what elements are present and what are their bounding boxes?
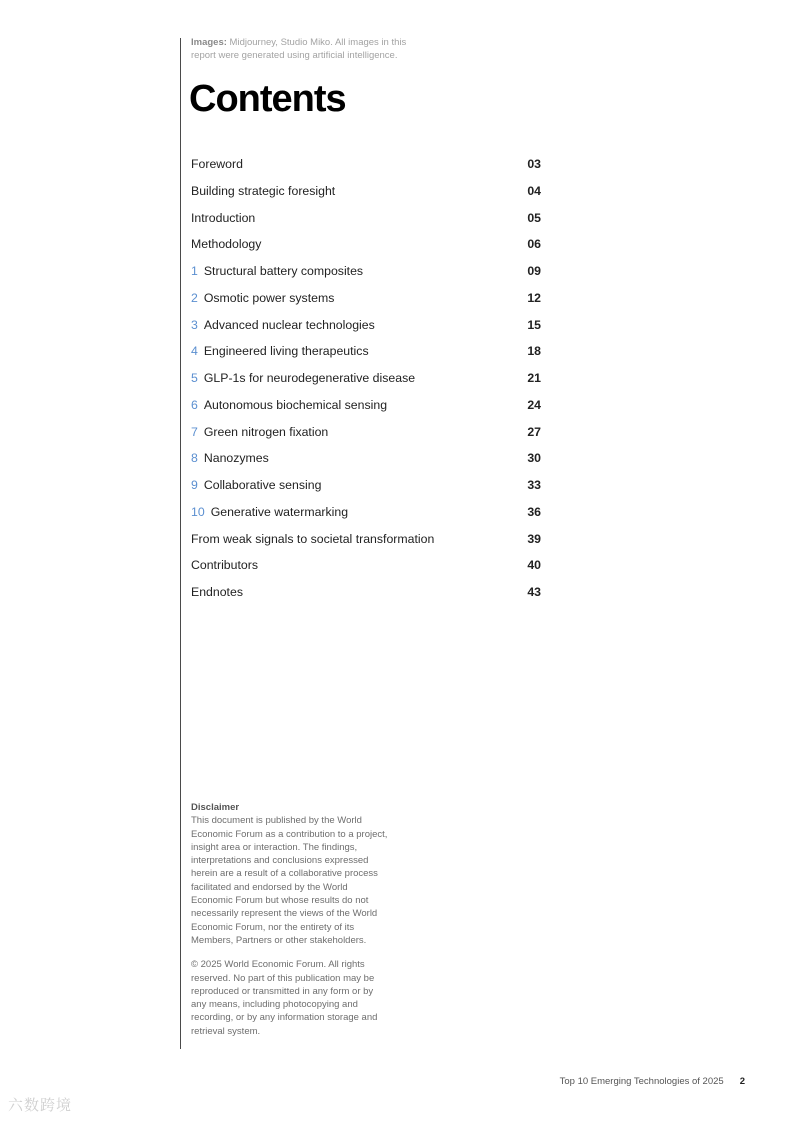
toc-entry-label: Foreword [191, 157, 243, 171]
toc-entry-label: Advanced nuclear technologies [203, 317, 375, 332]
toc-entry[interactable] [191, 178, 541, 205]
toc-entry-page: 24 [527, 397, 541, 412]
footer-report-title: Top 10 Emerging Technologies of 2025 [559, 1076, 724, 1087]
toc-entry-label: Green nitrogen fixation [203, 424, 329, 439]
toc-entry-page: 27 [527, 424, 541, 439]
toc-entry[interactable] [191, 285, 541, 312]
toc-entry-page: 18 [527, 344, 541, 359]
toc-entry[interactable] [191, 151, 541, 178]
toc-entry[interactable] [191, 338, 541, 365]
toc-entry-page: 36 [527, 504, 541, 519]
toc-entry-page: 21 [527, 371, 541, 385]
toc-entry[interactable] [191, 365, 541, 392]
toc-entry-page: 40 [527, 558, 541, 573]
toc-entry-number: 7 [191, 424, 198, 439]
toc-entry[interactable] [191, 499, 541, 526]
toc-entry-label: Collaborative sensing [203, 478, 322, 492]
toc-entry-page: 03 [527, 157, 541, 171]
toc-entry[interactable] [191, 312, 541, 339]
toc-entry-number: 2 [191, 290, 198, 305]
disclaimer [191, 801, 391, 1038]
table-of-contents [191, 151, 541, 606]
credits-text: Midjourney, Studio Miko. All images in this report were generated using artificial intelligence. [191, 37, 407, 61]
toc-entry-number: 6 [191, 397, 198, 412]
toc-entry-label: Contributors [191, 558, 258, 573]
toc-entry-number: 9 [191, 478, 198, 492]
toc-entry[interactable] [191, 419, 541, 446]
toc-entry-label: GLP-1s for neurodegenerative disease [203, 371, 416, 385]
disclaimer-body: This document is published by the World Economic Forum as a contribution to a project, insight area or interaction. The findings, interpretations and conclusions expressed herein are a result of a collaborative process facilitated and endorsed by the World Economic Forum but whose results do not necessarily represent the views of the World Economic Forum, nor the entirety of its Members, Partners or other stakeholders. [191, 815, 388, 946]
toc-entry[interactable] [191, 258, 541, 285]
toc-entry[interactable] [191, 472, 541, 499]
toc-entry-page: 30 [527, 451, 541, 466]
toc-entry-label: Osmotic power systems [203, 290, 335, 305]
toc-entry-page: 06 [527, 237, 541, 252]
toc-entry-number: 4 [191, 344, 198, 359]
toc-entry-label: Engineered living therapeutics [203, 344, 369, 359]
toc-entry-page: 04 [527, 183, 541, 198]
toc-entry-label: Nanozymes [203, 451, 269, 466]
toc-entry-page: 09 [527, 264, 541, 278]
toc-entry-number: 3 [191, 317, 198, 332]
toc-entry[interactable] [191, 445, 541, 472]
toc-entry-label: Autonomous biochemical sensing [203, 397, 388, 412]
vertical-rule [180, 38, 181, 1049]
toc-entry-label: From weak signals to societal transformation [191, 531, 435, 546]
toc-entry-label: Introduction [191, 210, 256, 225]
toc-entry-page: 12 [527, 290, 541, 305]
footer-page-number: 2 [739, 1076, 745, 1087]
toc-entry-label: Endnotes [191, 585, 243, 599]
toc-entry-label: Structural battery composites [203, 264, 364, 278]
toc-entry[interactable] [191, 231, 541, 258]
page-title: Contents [189, 78, 346, 120]
toc-entry-label: Building strategic foresight [191, 183, 336, 198]
toc-entry-label: Generative watermarking [210, 504, 349, 519]
image-credits [191, 36, 431, 62]
credits-label: Images: [191, 37, 227, 48]
toc-entry-page: 39 [527, 531, 541, 546]
page-footer [560, 1076, 745, 1087]
toc-entry-page: 43 [527, 585, 541, 599]
toc-entry[interactable] [191, 526, 541, 553]
toc-entry-page: 15 [527, 317, 541, 332]
toc-entry-number: 5 [191, 371, 198, 385]
toc-entry[interactable] [191, 392, 541, 419]
toc-entry[interactable] [191, 579, 541, 606]
toc-entry-label: Methodology [191, 237, 262, 252]
toc-entry-number: 10 [191, 504, 205, 519]
watermark-logo: 六数跨境 [8, 1096, 73, 1114]
toc-entry-number: 8 [191, 451, 198, 466]
disclaimer-heading: Disclaimer [191, 802, 240, 813]
toc-entry-page: 33 [527, 478, 541, 492]
toc-entry-number: 1 [191, 264, 198, 278]
toc-entry[interactable] [191, 552, 541, 579]
toc-entry[interactable] [191, 205, 541, 232]
toc-entry-page: 05 [527, 210, 541, 225]
copyright-notice: © 2025 World Economic Forum. All rights reserved. No part of this publication may be reproduced or transmitted in any form or by any means, including photocopying and recording, or by any information storage and retrieval system. [191, 959, 378, 1037]
